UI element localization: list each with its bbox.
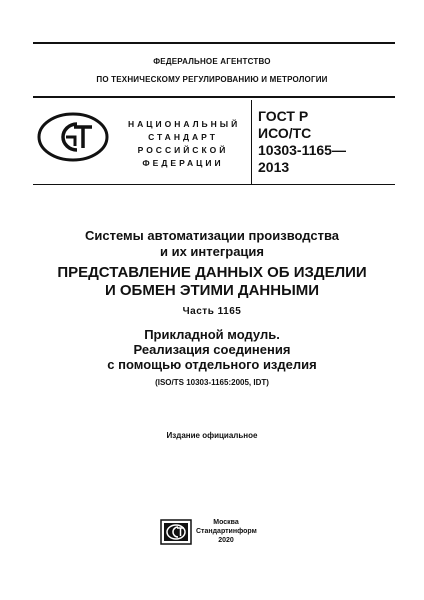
top-rule — [33, 42, 395, 44]
main-line-2: И ОБМЕН ЭТИМИ ДАННЫМИ — [104, 282, 320, 299]
national-line-1: НАЦИОНАЛЬНЫЙ — [128, 119, 241, 129]
gost-seal-icon — [37, 112, 109, 162]
module-line-2: Реализация соединения — [133, 342, 291, 357]
block-bottom-rule — [33, 184, 395, 185]
module-line-1: Прикладной модуль. — [144, 327, 280, 342]
agency-line-1: ФЕДЕРАЛЬНОЕ АГЕНТСТВО — [153, 57, 271, 66]
publisher-logo-icon — [160, 519, 192, 545]
publisher-year: 2020 — [218, 537, 234, 544]
gost-line-3: 10303-1165— — [258, 142, 346, 158]
publisher-info — [196, 518, 256, 545]
publisher-city: Москва — [213, 519, 239, 526]
series-title — [0, 228, 424, 260]
national-standard-label — [128, 118, 241, 170]
gost-line-2: ИСО/ТС — [258, 125, 312, 141]
national-line-4: ФЕДЕРАЦИИ — [142, 158, 224, 168]
main-line-1: ПРЕДСТАВЛЕНИЕ ДАННЫХ ОБ ИЗДЕЛИИ — [57, 264, 367, 281]
module-title — [0, 327, 424, 372]
series-line-2: и их интеграция — [159, 244, 265, 259]
gost-line-4: 2013 — [258, 159, 290, 175]
publisher-name: Стандартинформ — [196, 528, 257, 535]
module-line-3: с помощью отдельного изделия — [107, 357, 317, 372]
agency-line-2: ПО ТЕХНИЧЕСКОМУ РЕГУЛИРОВАНИЮ И МЕТРОЛОГИИ — [96, 75, 328, 84]
national-line-2: СТАНДАРТ — [148, 132, 218, 142]
vertical-divider — [251, 100, 252, 184]
national-line-3: РОССИЙСКОЙ — [137, 145, 229, 155]
gost-line-1: ГОСТ Р — [258, 108, 309, 124]
main-title — [0, 264, 424, 300]
iso-reference: (ISO/TS 10303-1165:2005, IDT) — [155, 378, 269, 387]
edition-label: Издание официальное — [166, 431, 258, 440]
series-line-1: Системы автоматизации производства — [84, 228, 340, 243]
part-number: Часть 1165 — [182, 306, 242, 317]
header-rule — [33, 96, 395, 98]
gost-designation — [258, 108, 346, 176]
